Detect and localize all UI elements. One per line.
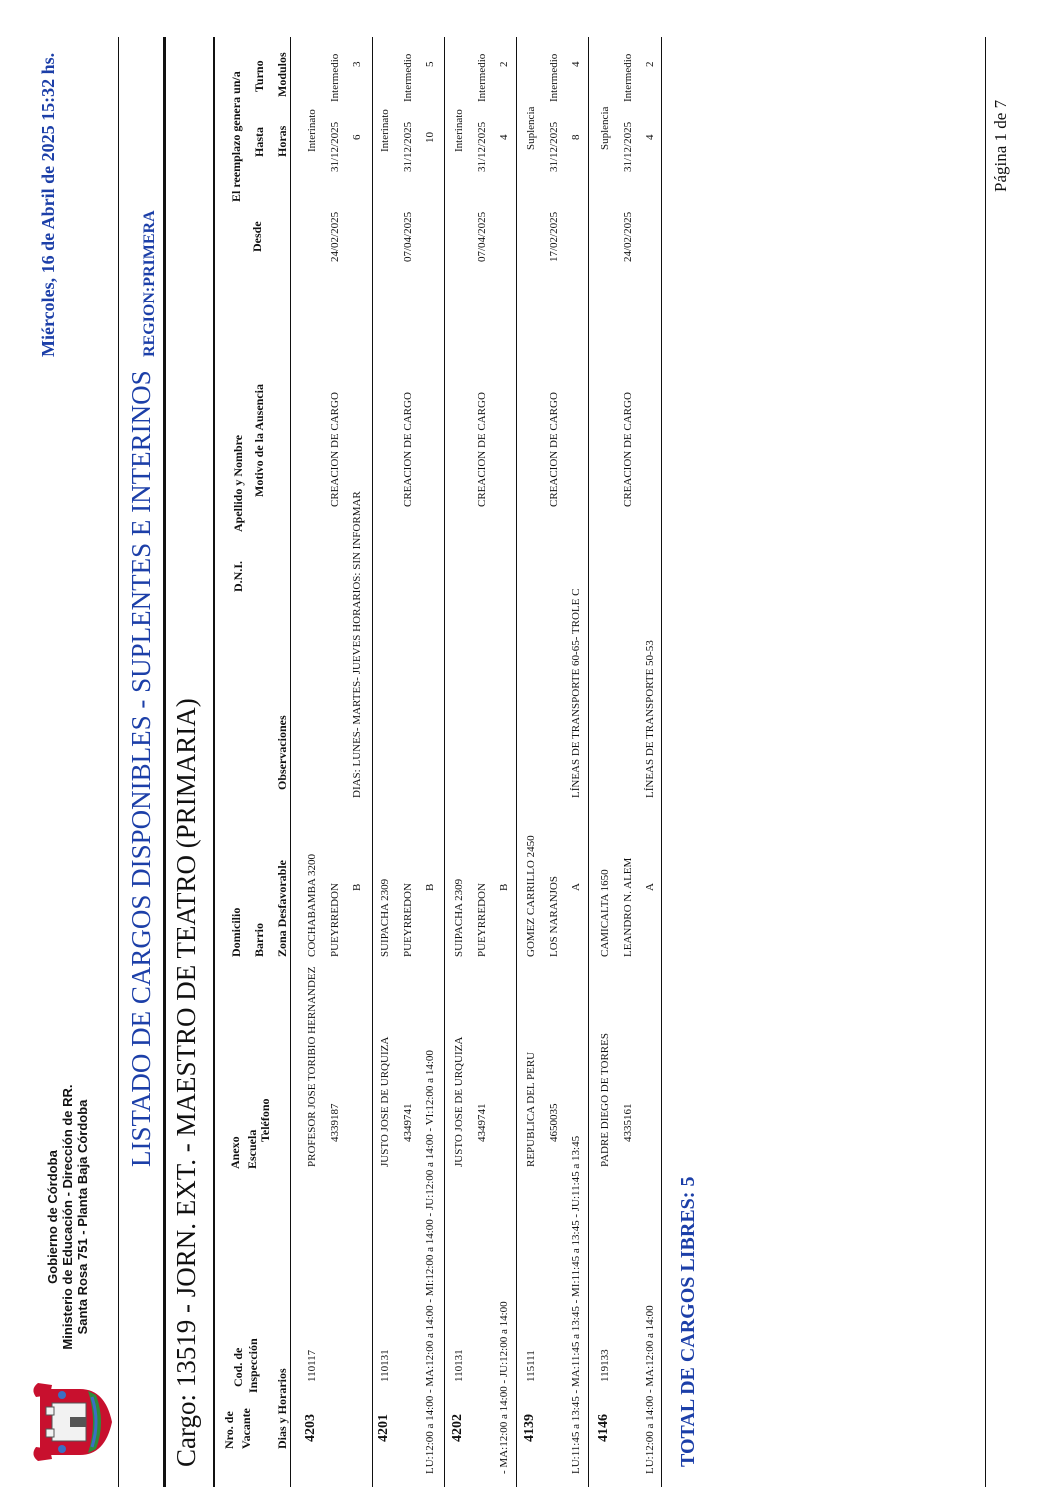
col-hasta: Hasta: [252, 127, 266, 157]
start-date: 17/02/2025: [548, 211, 560, 262]
columns-rule: [290, 37, 291, 1487]
school-phone: 4335161: [622, 1103, 634, 1142]
hours: 10: [424, 132, 436, 143]
absence-reason: CREACION DE CARGO: [402, 392, 414, 507]
school-name: JUSTO JOSE DE URQUIZA: [379, 1036, 391, 1167]
hours: 4: [498, 134, 510, 140]
top-rule: [118, 37, 119, 1487]
school-name: REPUBLICA DEL PERU: [525, 1051, 537, 1167]
col-desde: Desde: [250, 221, 264, 252]
zone: A: [570, 883, 582, 891]
page-number: Página 1 de 7: [991, 99, 1010, 192]
col-zona: Zona Desfavorable: [275, 860, 289, 957]
col-telefono: Teléfono: [258, 1098, 272, 1142]
neighborhood: LOS NARANJOS: [548, 876, 560, 957]
col-barrio: Barrio: [252, 923, 266, 957]
col-apellido: Apellido y Nombre: [231, 434, 245, 532]
organization-header: [45, 1057, 90, 1377]
schedule: LU:12:00 a 14:00 - MA:12:00 a 14:00: [644, 1305, 656, 1474]
col-motivo: Motivo de la Ausencia: [252, 384, 266, 497]
position-type: Interinato: [306, 109, 318, 152]
end-date: 31/12/2025: [622, 121, 634, 172]
school-phone: 4650035: [548, 1103, 560, 1142]
zone: A: [644, 883, 656, 891]
row-divider: [444, 37, 445, 1487]
modules: 3: [351, 61, 363, 67]
col-horas: Horas: [275, 125, 289, 157]
cargo-rule: [163, 37, 166, 1487]
modules: 2: [644, 61, 656, 67]
shift: Intermedio: [476, 53, 488, 102]
school-address: COCHABAMBA 3200: [306, 854, 318, 957]
col-anexo: Anexo: [228, 1136, 242, 1169]
modules: 4: [570, 61, 582, 67]
start-date: 24/02/2025: [329, 211, 341, 262]
absence-reason: CREACION DE CARGO: [548, 392, 560, 507]
row-divider: [516, 37, 517, 1487]
position-type: Suplencia: [599, 106, 611, 150]
col-cod-2: Inspección: [246, 1338, 260, 1393]
start-date: 07/04/2025: [476, 211, 488, 262]
school-address: CAMICALTA 1650: [599, 869, 611, 957]
schedule: LU:11:45 a 13:45 - MA:11:45 a 13:45 - MI:11:45 a 13:45 - JU:11:45 a 13:45: [570, 1135, 582, 1474]
row-divider: [588, 37, 589, 1487]
observations: LÍNEAS DE TRANSPORTE 60-65- TROLE C: [570, 588, 582, 798]
school-address: GOMEZ CARRILLO 2450: [525, 835, 537, 957]
position-type: Suplencia: [525, 106, 537, 150]
vacante-number: 4201: [376, 1414, 391, 1442]
zone: B: [498, 883, 510, 891]
inspection-code: 110131: [379, 1349, 391, 1382]
shift: Intermedio: [402, 53, 414, 102]
col-reemplazo: El reemplazo genera un/a: [229, 71, 243, 202]
observations: DIAS: LUNES- MARTES- JUEVES HORARIOS: SIN INFORMAR: [351, 491, 363, 798]
hours: 4: [644, 134, 656, 140]
absence-reason: CREACION DE CARGO: [476, 392, 488, 507]
end-date: 31/12/2025: [402, 121, 414, 172]
col-nro-2: Vacante: [239, 1408, 253, 1449]
school-address: SUIPACHA 2309: [379, 878, 391, 957]
modules: 2: [498, 61, 510, 67]
modules: 5: [424, 61, 436, 67]
position-type: Interinato: [453, 109, 465, 152]
shift: Intermedio: [548, 53, 560, 102]
table-bottom-rule: [661, 37, 662, 1487]
absence-reason: CREACION DE CARGO: [329, 392, 341, 507]
school-name: PADRE DIEGO DE TORRES: [599, 1033, 611, 1167]
neighborhood: LEANDRO N. ALEM: [622, 857, 634, 957]
position-type: Interinato: [379, 109, 391, 152]
col-cod-1: Cod. de: [231, 1347, 245, 1387]
row-divider: [372, 37, 373, 1487]
school-name: JUSTO JOSE DE URQUIZA: [453, 1036, 465, 1167]
observations: LÍNEAS DE TRANSPORTE 50-53: [644, 640, 656, 798]
schedule: - MA:12:00 a 14:00 - JU:12:00 a 14:00: [498, 1301, 510, 1474]
header-rule: [213, 37, 215, 1487]
footer-rule: [985, 37, 986, 1487]
inspection-code: 119133: [599, 1349, 611, 1382]
end-date: 31/12/2025: [548, 121, 560, 172]
total-available: TOTAL DE CARGOS LIBRES: 5: [677, 1176, 699, 1467]
org-line-3: Santa Rosa 751 - Planta Baja Córdoba: [75, 1099, 90, 1335]
schedule: LU:12:00 a 14:00 - MA:12:00 a 14:00 - MI:12:00 a 14:00 - JU:12:00 a 14:00 - VI:12:00 a 14:00: [424, 1050, 436, 1474]
shift: Intermedio: [622, 53, 634, 102]
report-date: Miércoles, 16 de Abril de 2025 15:32 hs.: [38, 52, 58, 357]
hours: 6: [351, 134, 363, 140]
col-dni: D.N.I.: [231, 560, 245, 592]
inspection-code: 110131: [453, 1349, 465, 1382]
start-date: 07/04/2025: [402, 211, 414, 262]
school-phone: 4349741: [476, 1103, 488, 1142]
col-domicilio: Domicilio: [229, 907, 243, 957]
neighborhood: PUEYRREDON: [329, 883, 341, 957]
school-name: PROFESOR JOSE TORIBIO HERNANDEZ: [306, 966, 318, 1167]
vacante-number: 4203: [303, 1414, 318, 1442]
school-address: SUIPACHA 2309: [453, 878, 465, 957]
org-line-1: Gobierno de Córdoba: [45, 1150, 60, 1284]
end-date: 31/12/2025: [476, 121, 488, 172]
cargo-title: Cargo: 13519 - JORN. EXT. - MAESTRO DE TEATRO (PRIMARIA): [171, 698, 201, 1467]
col-observaciones: Observaciones: [275, 715, 289, 790]
inspection-code: 115111: [525, 1350, 537, 1382]
region-label: REGION:PRIMERA: [141, 210, 158, 357]
absence-reason: CREACION DE CARGO: [622, 392, 634, 507]
col-modulos: Modulos: [275, 52, 289, 97]
col-turno: Turno: [252, 60, 266, 92]
zone: B: [351, 883, 363, 891]
start-date: 24/02/2025: [622, 211, 634, 262]
coat-of-arms-logo: [30, 1377, 115, 1467]
end-date: 31/12/2025: [329, 121, 341, 172]
hours: 8: [570, 134, 582, 140]
neighborhood: PUEYRREDON: [476, 883, 488, 957]
neighborhood: PUEYRREDON: [402, 883, 414, 957]
vacante-number: 4146: [596, 1414, 611, 1442]
vacante-number: 4202: [450, 1414, 465, 1442]
col-dias: Dias y Horarios: [275, 1368, 289, 1449]
org-line-2: Ministerio de Educación - Dirección de RR.: [60, 1084, 75, 1350]
inspection-code: 110117: [306, 1349, 318, 1382]
school-phone: 4349741: [402, 1103, 414, 1142]
school-phone: 4339187: [329, 1103, 341, 1142]
vacante-number: 4139: [522, 1414, 537, 1442]
report-title: LISTADO DE CARGOS DISPONIBLES - SUPLENTES E INTERINOS: [126, 370, 156, 1167]
col-escuela: Escuela: [245, 1129, 259, 1169]
shift: Intermedio: [329, 53, 341, 102]
col-nro-1: Nro. de: [222, 1411, 236, 1449]
zone: B: [424, 883, 436, 891]
